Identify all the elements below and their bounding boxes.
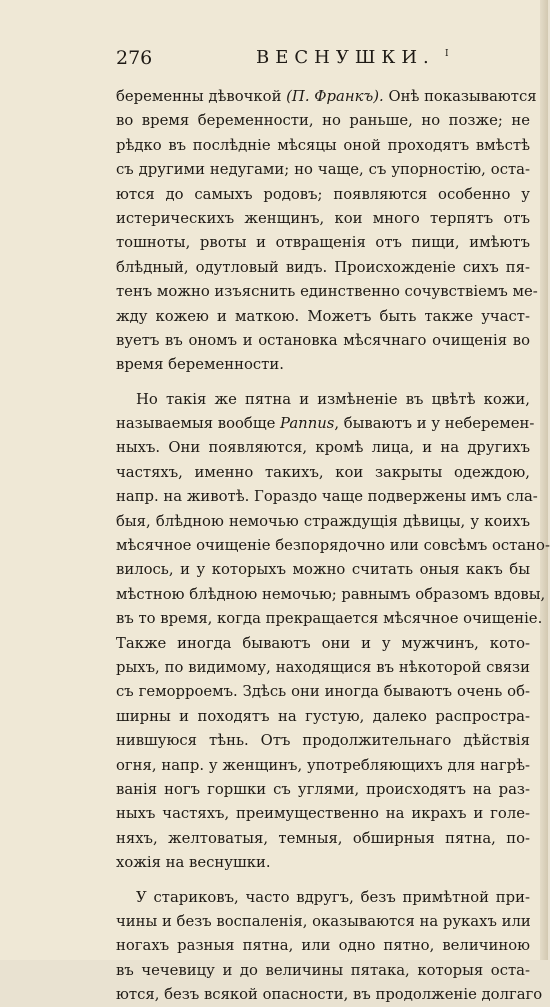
line-text: ныхъ частяхъ, преимущественно на икрахъ и голе-: [116, 805, 530, 822]
text-line: [116, 256, 530, 280]
line-text: въ чечевицу и до величины пятака, которыя оста-: [116, 962, 530, 979]
line-text: ванія ногъ горшки съ углями, происходятъ на раз-: [116, 781, 530, 798]
text-line: [116, 158, 530, 182]
line-text: мѣстною блѣдною немочью; равнымъ образомъ вдовы,: [116, 586, 545, 603]
line-text: хожія на веснушки.: [116, 854, 271, 871]
line-text: рыхъ, по видимому, находящися въ нѣкоторой связи: [116, 659, 530, 676]
text-line: [116, 983, 530, 1007]
text-line: [116, 583, 530, 607]
text-line: [116, 231, 530, 255]
text-line: [116, 680, 530, 704]
page-header: [116, 45, 548, 71]
line-text: напр. на животѣ. Гораздо чаще подвержены имъ сла-: [116, 488, 538, 505]
line-text: время беременности.: [116, 356, 284, 373]
text-line: [116, 388, 530, 412]
line-text: блѣдный, одутловый видъ. Происхожденіе сихъ пя-: [116, 259, 530, 276]
text-line: [116, 485, 530, 509]
line-text: няхъ, желтоватыя, темныя, обширныя пятна, по-: [116, 830, 530, 847]
text-line: [116, 558, 530, 582]
text-line: [116, 802, 530, 826]
running-head: ВЕСНУШКИ.: [256, 45, 435, 71]
line-text: чины и безъ воспаленія, оказываются на рукахъ или: [116, 913, 531, 930]
line-text: ширны и походятъ на густую, далеко распростра-: [116, 708, 530, 725]
line-text: беременны дѣвочкой: [116, 88, 286, 105]
text-line: [116, 827, 530, 851]
text-line: [116, 183, 530, 207]
line-text: быя, блѣдною немочью страждущія дѣвицы, у коихъ: [116, 513, 530, 530]
page-number: 276: [116, 45, 152, 71]
italic-text: (П. Франкъ).: [286, 88, 384, 105]
line-text: тенъ можно изъяснить единственно сочувствіемъ ме-: [116, 283, 538, 300]
paragraph-gap: [116, 876, 530, 886]
line-text: ныхъ. Они появляются, кромѣ лица, и на другихъ: [116, 439, 530, 456]
text-line: [116, 510, 530, 534]
line-text: Но такія же пятна и измѣненіе въ цвѣтѣ кожи,: [136, 391, 530, 408]
italic-text: Pannus: [280, 415, 334, 432]
paragraph: [116, 388, 530, 876]
text-line: [116, 412, 530, 436]
line-text: вилось, и у которыхъ можно считать оныя какъ бы: [116, 561, 530, 578]
text-line: [116, 959, 530, 983]
text-line: [116, 353, 530, 377]
text-line: [116, 607, 530, 631]
line-text: истерическихъ женщинъ, кои много терпятъ отъ: [116, 210, 530, 227]
line-text: жду кожею и маткою. Можетъ быть также участ-: [116, 308, 530, 325]
text-line: [116, 436, 530, 460]
paragraph: [116, 886, 530, 1007]
text-line: [116, 534, 530, 558]
text-line: [116, 109, 530, 133]
line-text: Также иногда бываютъ они и у мужчинъ, кото-: [116, 635, 530, 652]
line-text: огня, напр. у женщинъ, употребляющихъ для нагрѣ-: [116, 757, 530, 774]
paragraph: [116, 85, 530, 378]
line-text: нившуюся тѣнь. Отъ продолжительнаго дѣйствія: [116, 732, 530, 749]
text-line: [116, 329, 530, 353]
line-text: вуетъ въ ономъ и остановка мѣсячнаго очищенія во: [116, 332, 530, 349]
text-line: [116, 886, 530, 910]
line-text: съ геморроемъ. Здѣсь они иногда бываютъ очень об-: [116, 683, 530, 700]
line-text: ногахъ разныя пятна, или одно пятно, величиною: [116, 937, 530, 954]
text-line: [116, 280, 530, 304]
top-mark: I: [445, 49, 449, 59]
line-text: съ другими недугами; но чаще, съ упорностію, оста-: [116, 161, 530, 178]
text-line: [116, 851, 530, 875]
line-text: частяхъ, именно такихъ, кои закрыты одеждою,: [116, 464, 530, 481]
line-text: рѣдко въ послѣдніе мѣсяцы оной проходятъ вмѣстѣ: [116, 137, 530, 154]
text-line: [116, 632, 530, 656]
body-text: [116, 85, 530, 1007]
text-line: [116, 910, 530, 934]
line-text: Онѣ показываются: [384, 88, 537, 105]
line-text: мѣсячное очищеніе безпорядочно или совсѣмъ остано-: [116, 537, 550, 554]
text-line: [116, 778, 530, 802]
text-line: [116, 461, 530, 485]
line-text: ются до самыхъ родовъ; появляются особенно у: [116, 186, 530, 203]
line-text: въ то время, когда прекращается мѣсячное очищеніе.: [116, 610, 542, 627]
page-edge-shadow: [540, 0, 548, 960]
text-line: [116, 729, 530, 753]
text-line: [116, 85, 530, 109]
line-text: ются, безъ всякой опасности, въ продолженіе долгаго: [116, 986, 542, 1003]
text-line: [116, 207, 530, 231]
line-text: У стариковъ, часто вдругъ, безъ примѣтной при-: [136, 889, 530, 906]
text-line: [116, 705, 530, 729]
text-line: [116, 656, 530, 680]
line-text: во время беременности, но раньше, но позже; не: [116, 112, 530, 129]
text-line: [116, 134, 530, 158]
text-line: [116, 305, 530, 329]
line-text: тошноты, рвоты и отвращенія отъ пищи, имѣютъ: [116, 234, 530, 251]
line-text: называемыя вообще: [116, 415, 280, 432]
line-text: , бываютъ и у неберемен-: [334, 415, 534, 432]
text-line: [116, 934, 530, 958]
paragraph-gap: [116, 378, 530, 388]
text-line: [116, 754, 530, 778]
